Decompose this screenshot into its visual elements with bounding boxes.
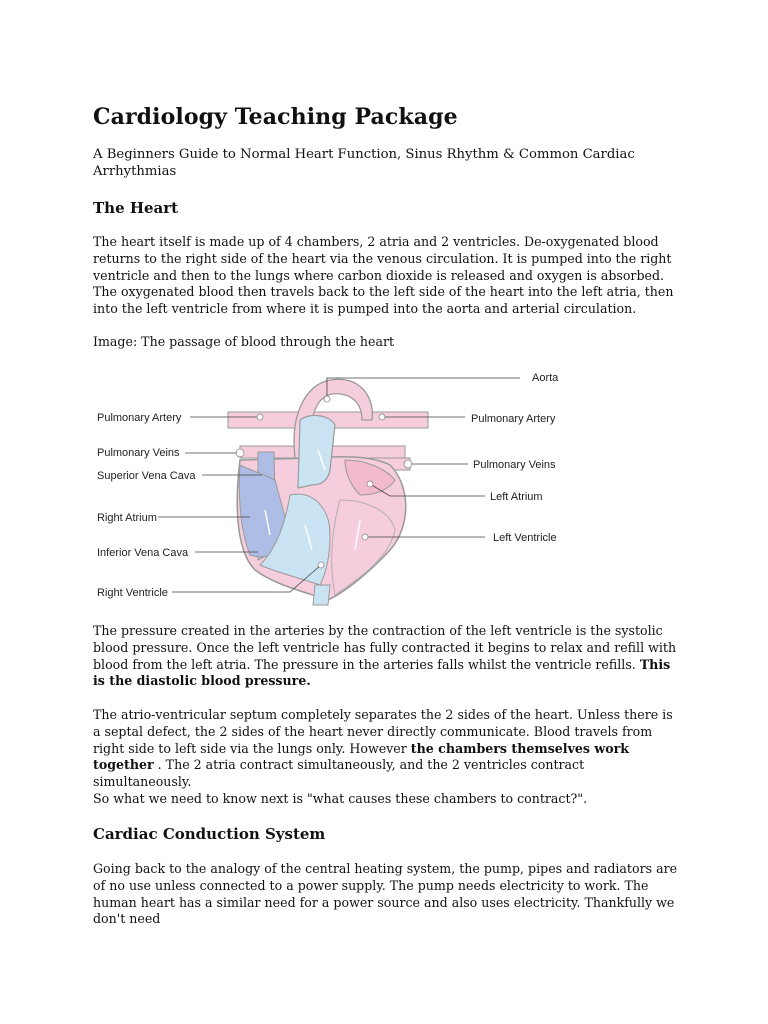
anchor-dot [367,481,373,487]
section-heading-heart: The Heart [93,199,179,217]
paragraph-blood-pressure-text: The pressure created in the arteries by the contraction of the left ventricle is the systolic blood pressure. Once the left ventricle has fully contracted it begins to relax and refill with blood from the left atria. The pressure in the arteries falls whilst the ventricle refills. [93,623,677,672]
label-superior-vena-cava: Superior Vena Cava [97,470,196,482]
paragraph-heart-chambers: The heart itself is made up of 4 chambers, 2 atria and 2 ventricles. De-oxygenated blood returns to the right side of the heart via the venous circulation. It is pumped into the right ventricle and then to the lungs where carbon dioxide is released and oxygen is absorbed. The oxygenated blood then travels back to the left side of the heart into the left atria, then into the left ventricle from where it is pumped into the aorta and arterial circulation. [93,234,674,317]
label-aorta: Aorta [532,372,559,384]
anchor-dot [257,414,263,420]
anchor-dot [318,562,324,568]
paragraph-blood-pressure [93,623,683,690]
label-inferior-vena-cava: Inferior Vena Cava [97,547,189,559]
label-pulmonary-veins-right: Pulmonary Veins [473,459,556,471]
document-subtitle: A Beginners Guide to Normal Heart Function, Sinus Rhythm & Common Cardiac Arrhythmias [93,147,635,179]
inferior-vena-cava-vessel [313,585,330,605]
paragraph-septum [93,707,683,791]
paragraph-blood-pressure-bold: This is the diastolic blood pressure. [93,656,671,689]
label-pulmonary-veins-left: Pulmonary Veins [97,447,180,459]
anchor-dot [236,449,244,457]
heart-blood-flow-diagram [90,360,570,610]
label-pulmonary-artery-left: Pulmonary Artery [97,412,182,424]
label-pulmonary-artery-right: Pulmonary Artery [471,413,556,425]
left-ventricle-chamber [332,500,395,595]
paragraph-septum-bold: the chambers themselves work together [93,740,629,773]
paragraph-conduction: Going back to the analogy of the central heating system, the pump, pipes and radiators are of no use unless connected to a power supply. The pump needs electricity to work. The human heart has a similar need for a power source and also uses electricity. Thankfully we don't need [93,861,678,927]
paragraph-next-question: So what we need to know next is "what causes these chambers to contract?". [93,791,588,806]
paragraph-septum-text-end: . The 2 atria contract simultaneously, and the 2 ventricles contract simultaneously. [93,757,585,790]
anchor-dot [324,396,330,402]
document-title: Cardiology Teaching Package [93,104,458,130]
label-right-atrium: Right Atrium [97,512,157,524]
label-right-ventricle: Right Ventricle [97,587,168,599]
anchor-dot [379,414,385,420]
anchor-dot [404,460,412,468]
image-caption: Image: The passage of blood through the heart [93,334,395,349]
paragraph-septum-text-start: The atrio-ventricular septum completely separates the 2 sides of the heart. Unless there is a septal defect, the 2 sides of the heart never directly communicate. Blood travels from right side to left side via the lungs only. However [93,707,673,756]
label-left-atrium: Left Atrium [490,491,543,503]
section-heading-conduction: Cardiac Conduction System [93,825,326,843]
label-left-ventricle: Left Ventricle [493,532,557,544]
anchor-dot [362,534,368,540]
